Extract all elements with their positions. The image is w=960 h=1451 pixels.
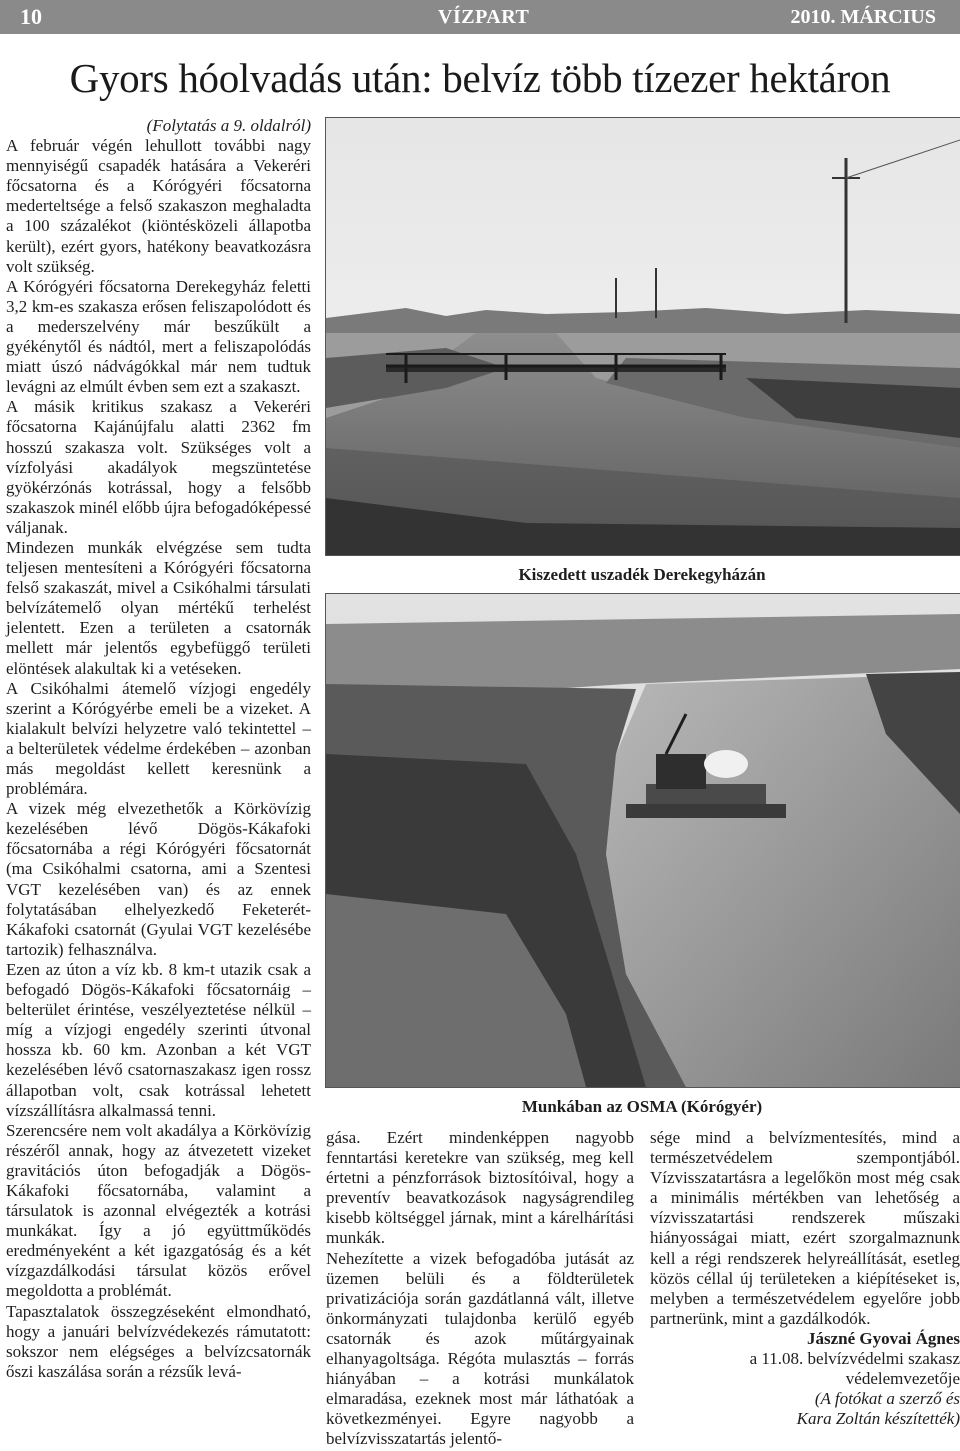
article-column-1 [6, 116, 311, 1382]
photo-osma-machine [325, 593, 960, 1088]
photo-canal-bridge [325, 117, 960, 556]
osma-machine-image [326, 594, 960, 1087]
page-number: 10 [20, 4, 42, 29]
paragraph: Mindezen munkák elvégzése sem tudta teljesen mentesíteni a Kórógyéri főcsatorna felső szakaszát, mivel a Csikóhalmi társulati belvízátemelő olyan mértékű terhelést jelentett. Ezen a területen a csatornák mellett már jelentős egybefüggő területi elöntések alakultak ki a vetéseken. [6, 537, 311, 678]
paragraph: Szerencsére nem volt akadálya a Körkövízig részéről annak, hogy az átvezetett vizeket gravitációs úton befogadják a Dögös-Kákafoki főcsatornába, valamint a társulatok is azonnal elvégezték a kotrási munkákat. Így a jó együttműködés eredményeként a két igazgatóság és a két vízgazdálkodási társulat közös erővel megoldotta a problémát. [6, 1120, 311, 1301]
article-headline: Gyors hóolvadás után: belvíz több tízezer hektáron [69, 55, 891, 101]
article-column-2 [326, 1128, 634, 1450]
article-column-3 [650, 1128, 960, 1429]
paragraph: A másik kritikus szakasz a Vekeréri főcsatorna Kajánújfalu alatti 2362 fm hosszú szakasza volt. Szükséges volt a vízfolyási akadályok megszüntetése gyökérzónás kotrással, hogy a felsőbb szakaszok minél előbb újra befogadóképessé váljanak. [6, 397, 311, 537]
photo-caption: Munkában az OSMA (Kórógyér) [521, 1097, 763, 1116]
author-role: a 11.08. belvízvédelmi szakasz [749, 1349, 960, 1369]
issue-date: 2010. MÁRCIUS [790, 6, 936, 28]
author-role: védelemvezetője [845, 1369, 960, 1389]
continued-note: (Folytatás a 9. oldalról) [146, 116, 311, 135]
paragraph: A február végén lehullott további nagy mennyiségű csapadék hatására a Vekeréri főcsatorna és a Kórógyéri főcsatorna mederteltsége a felső szakaszon meghaladta a 100 százalékot (kiöntésközeli állapotba került), ezért gyors, hatékony beavatkozásra volt szükség. [6, 136, 311, 276]
photo-caption: Kiszedett uszadék Derekegyházán [518, 565, 766, 584]
paragraph: sége mind a belvízmentesítés, mind a természetvédelem szempontjából. Vízvisszatartásra a legelőkön most még csak a minimális mértékben van lehetőség a vízvisszatartási rendszerek műszaki hiányosságai miatt, ezért szorgalmaznunk kell a régi rendszerek helyreállítását, esetleg közös céllal új területeken a kiépítéseket is, melyben a természetvédelem egyelőre jobb partnerünk, mint a gazdálkodók. [650, 1128, 960, 1328]
photo-credit: (A fotókat a szerző és [814, 1389, 960, 1409]
publication-title: VÍZPART [438, 6, 530, 28]
paragraph: Ezen az úton a víz kb. 8 km-t utazik csak a befogadó Dögös-Kákafoki főcsatornáig – belterület érintése, veszélyeztetése nélkül – míg a vízjogi engedély szerinti útvonal hossza kb. 60 km. Azonban a két VGT kezelésében lévő csatornaszakasz igen rossz állapotban volt, csak kotrással lehetett vízszállításra alkalmassá tenni. [6, 959, 311, 1120]
author-name: Jászné Gyovai Ágnes [807, 1328, 960, 1348]
paragraph: Nehezítette a vizek befogadóba jutását az üzemen belüli és a földterületek privatizációja során gazdátlanná vált, illetve önkormányzati tulajdonba kerülő egyéb csatornák és azok műtárgyainak elhanyagoltsága. Régóta mulasztás – forrás hiányában – a kotrási munkálatok elmaradása, ezeknek most már láthatóak a következményei. Egyre nagyobb a belvízvisszatartás jelentő- [326, 1248, 634, 1449]
page-header-bar [0, 0, 960, 34]
paragraph: A Csikóhalmi átemelő vízjogi engedély szerint a Kórógyérbe emeli be a vizeket. A kialakult belvízi helyzetre való tekintettel – a belterületek védelme érdekében – azonban más megoldást kellett keresnünk a problémára. [6, 678, 311, 799]
photo-credit: Kara Zoltán készítették) [796, 1409, 960, 1429]
paragraph: gása. Ezért mindenképpen nagyobb fenntartási keretekre van szükség, meg kell értetni a pénzforrások biztosítóival, hogy a preventív beavatkozások nagyságrendileg kisebb költséggel járnak, mint a kárelhárítási munkák. [326, 1128, 634, 1248]
paragraph: A vizek még elvezethetők a Körkövízig kezelésében lévő Dögös-Kákafoki főcsatornába a régi Kórógyéri főcsatornát (ma Csikóhalmi csatorna, ami a Szentesi VGT kezelésében van) és az ennek folytatásában elhelyezkedő Feketerét-Kákafoki csatornát (Gyulai VGT kezelésébe tartozik) felhasználva. [6, 799, 311, 959]
paragraph: A Kórógyéri főcsatorna Derekegyház feletti 3,2 km-es szakasza erősen feliszapolódott és a mederszelvény már beszűkült a gyékénytől és nádtól, mert a feliszapolódás miatt úszó nádvágókkal már nem tudtuk levágni az elmúlt évben sem ezt a szakaszt. [6, 276, 311, 397]
canal-bridge-image [326, 118, 960, 555]
paragraph: Tapasztalatok összegzéseként elmondható, hogy a januári belvízvédekezés rámutatott: sokszor nem elégséges a belvízcsatornák őszi kaszálása során a rézsűk levá- [6, 1301, 311, 1381]
